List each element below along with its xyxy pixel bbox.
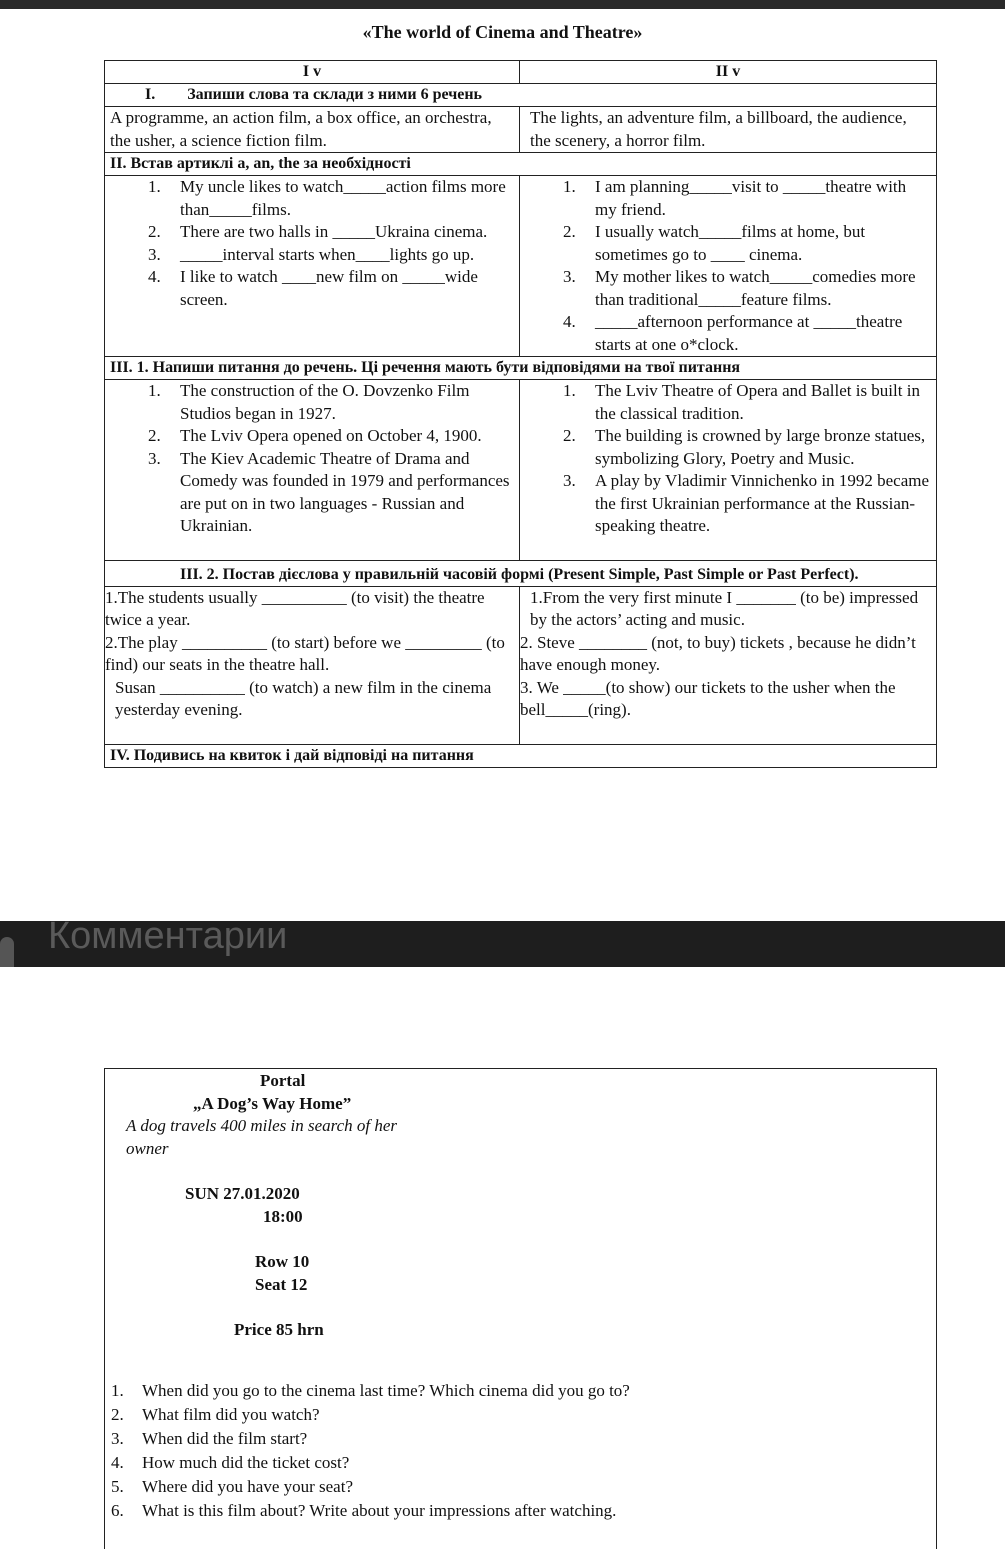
ticket-tagline-line-2: owner xyxy=(126,1139,169,1158)
task3-2-title: III. 2. Постав дієслова у правильній часовій формі (Present Simple, Past Simple or Past Perfect). xyxy=(105,560,937,586)
variant-1-header: I v xyxy=(105,61,520,84)
comments-bar xyxy=(0,921,1005,967)
task1-variant-2: The lights, an adventure film, a billboard, the audience, the scenery, a horror film. xyxy=(520,107,937,153)
task4-title: IV. Подивись на квиток і дай відповіді на питання xyxy=(105,744,937,767)
list-item: 1. I am planning_____visit to _____theatre with my friend. xyxy=(563,177,907,219)
list-item: 2. There are two halls in _____Ukraina cinema. xyxy=(148,222,488,241)
list-item: 1. The construction of the O. Dovzenko Film Studios began in 1927. xyxy=(148,381,470,423)
ticket-card xyxy=(104,1068,937,1549)
ticket-film: „A Dog’s Way Home” xyxy=(193,1094,352,1113)
ticket-row: Row 10 xyxy=(255,1252,310,1271)
list-item: 5. Where did you have your seat? xyxy=(111,1477,353,1496)
page-title: «The world of Cinema and Theatre» xyxy=(362,22,643,42)
task2-title: II. Встав артиклі a, an, the за необхідності xyxy=(105,153,937,176)
task3-1-title: III. 1. Напиши питання до речень. Ці речення мають бути відповідями на твої питання xyxy=(105,357,937,380)
list-item: 2. The Lviv Opera opened on October 4, 1900. xyxy=(148,426,482,445)
user-icon xyxy=(0,937,14,967)
list-item: 4. How much did the ticket cost? xyxy=(111,1453,350,1472)
list-item: 3. _____interval starts when____lights go up. xyxy=(148,244,475,264)
task3-2-v1-item-3: Susan __________ (to watch) a new film in the cinema yesterday evening. xyxy=(115,677,492,719)
ticket-seat: Seat 12 xyxy=(255,1275,308,1294)
list-item: 1. When did you go to the cinema last time? Which cinema did you go to? xyxy=(111,1381,630,1400)
list-item: 2. The building is crowned by large bronze statues, symbolizing Glory, Poetry and Music. xyxy=(563,426,926,468)
list-item: 6. What is this film about? Write about your impressions after watching. xyxy=(111,1501,617,1520)
task3-2-v2-item-1: 1.From the very first minute I _______ (to be) impressed by the actors’ acting and music. xyxy=(530,587,919,629)
list-item: 3. My mother likes to watch_____comedies more than traditional_____feature films. xyxy=(563,267,916,309)
task3-2-v1-item-1: 1.The students usually __________ (to visit) the theatre twice a year. xyxy=(105,587,485,629)
questions-list xyxy=(111,1379,630,1523)
comments-title: Комментарии xyxy=(48,921,288,957)
list-item: 3. A play by Vladimir Vinnichenko in 1992 became the first Ukrainian performance at the Russian-speaking theatre. xyxy=(563,471,930,535)
ticket-tagline-line-1: A dog travels 400 miles in search of her xyxy=(126,1116,398,1135)
task3-2-v2-item-2: 2. Steve ________ (not, to buy) tickets , because he didn’t have enough money. xyxy=(520,632,916,674)
worksheet-table xyxy=(104,60,937,768)
task1-title: I. Запиши слова та склади з ними 6 речень xyxy=(105,84,937,107)
task3-2-v1-item-2: 2.The play __________ (to start) before we _________ (to find) our seats in the theatre hall. xyxy=(105,632,505,674)
task2-variant-1-list xyxy=(110,176,514,311)
list-item: 3. When did the film start? xyxy=(111,1429,308,1448)
list-item: 2. What film did you watch? xyxy=(111,1405,320,1424)
list-item: 1. My uncle likes to watch_____action films more than_____films. xyxy=(148,177,506,219)
list-item: 4. _____afternoon performance at _____theatre starts at one o*clock. xyxy=(563,312,903,354)
list-item: 1. The Lviv Theatre of Opera and Ballet is built in the classical tradition. xyxy=(563,381,920,423)
task2-variant-2-list xyxy=(525,176,931,356)
list-item: 4. I like to watch ____new film on _____wide screen. xyxy=(148,267,478,309)
top-bar xyxy=(0,0,1005,9)
list-item: 2. I usually watch_____films at home, but sometimes go to ____ cinema. xyxy=(563,222,866,264)
task1-variant-1: A programme, an action film, a box office, an orchestra, the usher, a science fiction film. xyxy=(105,107,520,153)
ticket-price: Price 85 hrn xyxy=(234,1320,324,1339)
ticket-cinema: Portal xyxy=(260,1071,306,1090)
ticket-date: SUN 27.01.2020 xyxy=(185,1184,300,1203)
task3-2-v2-item-3: 3. We _____(to show) our tickets to the usher when the bell_____(ring). xyxy=(520,677,896,719)
variant-2-header: II v xyxy=(520,61,937,84)
ticket-time: 18:00 xyxy=(263,1207,303,1226)
list-item: 3. The Kiev Academic Theatre of Drama and Comedy was founded in 1979 and performances are put on in two languages - Russian and Ukrainian. xyxy=(148,448,510,535)
task3-1-variant-1-list xyxy=(110,380,514,538)
task3-1-variant-2-list xyxy=(525,380,931,538)
